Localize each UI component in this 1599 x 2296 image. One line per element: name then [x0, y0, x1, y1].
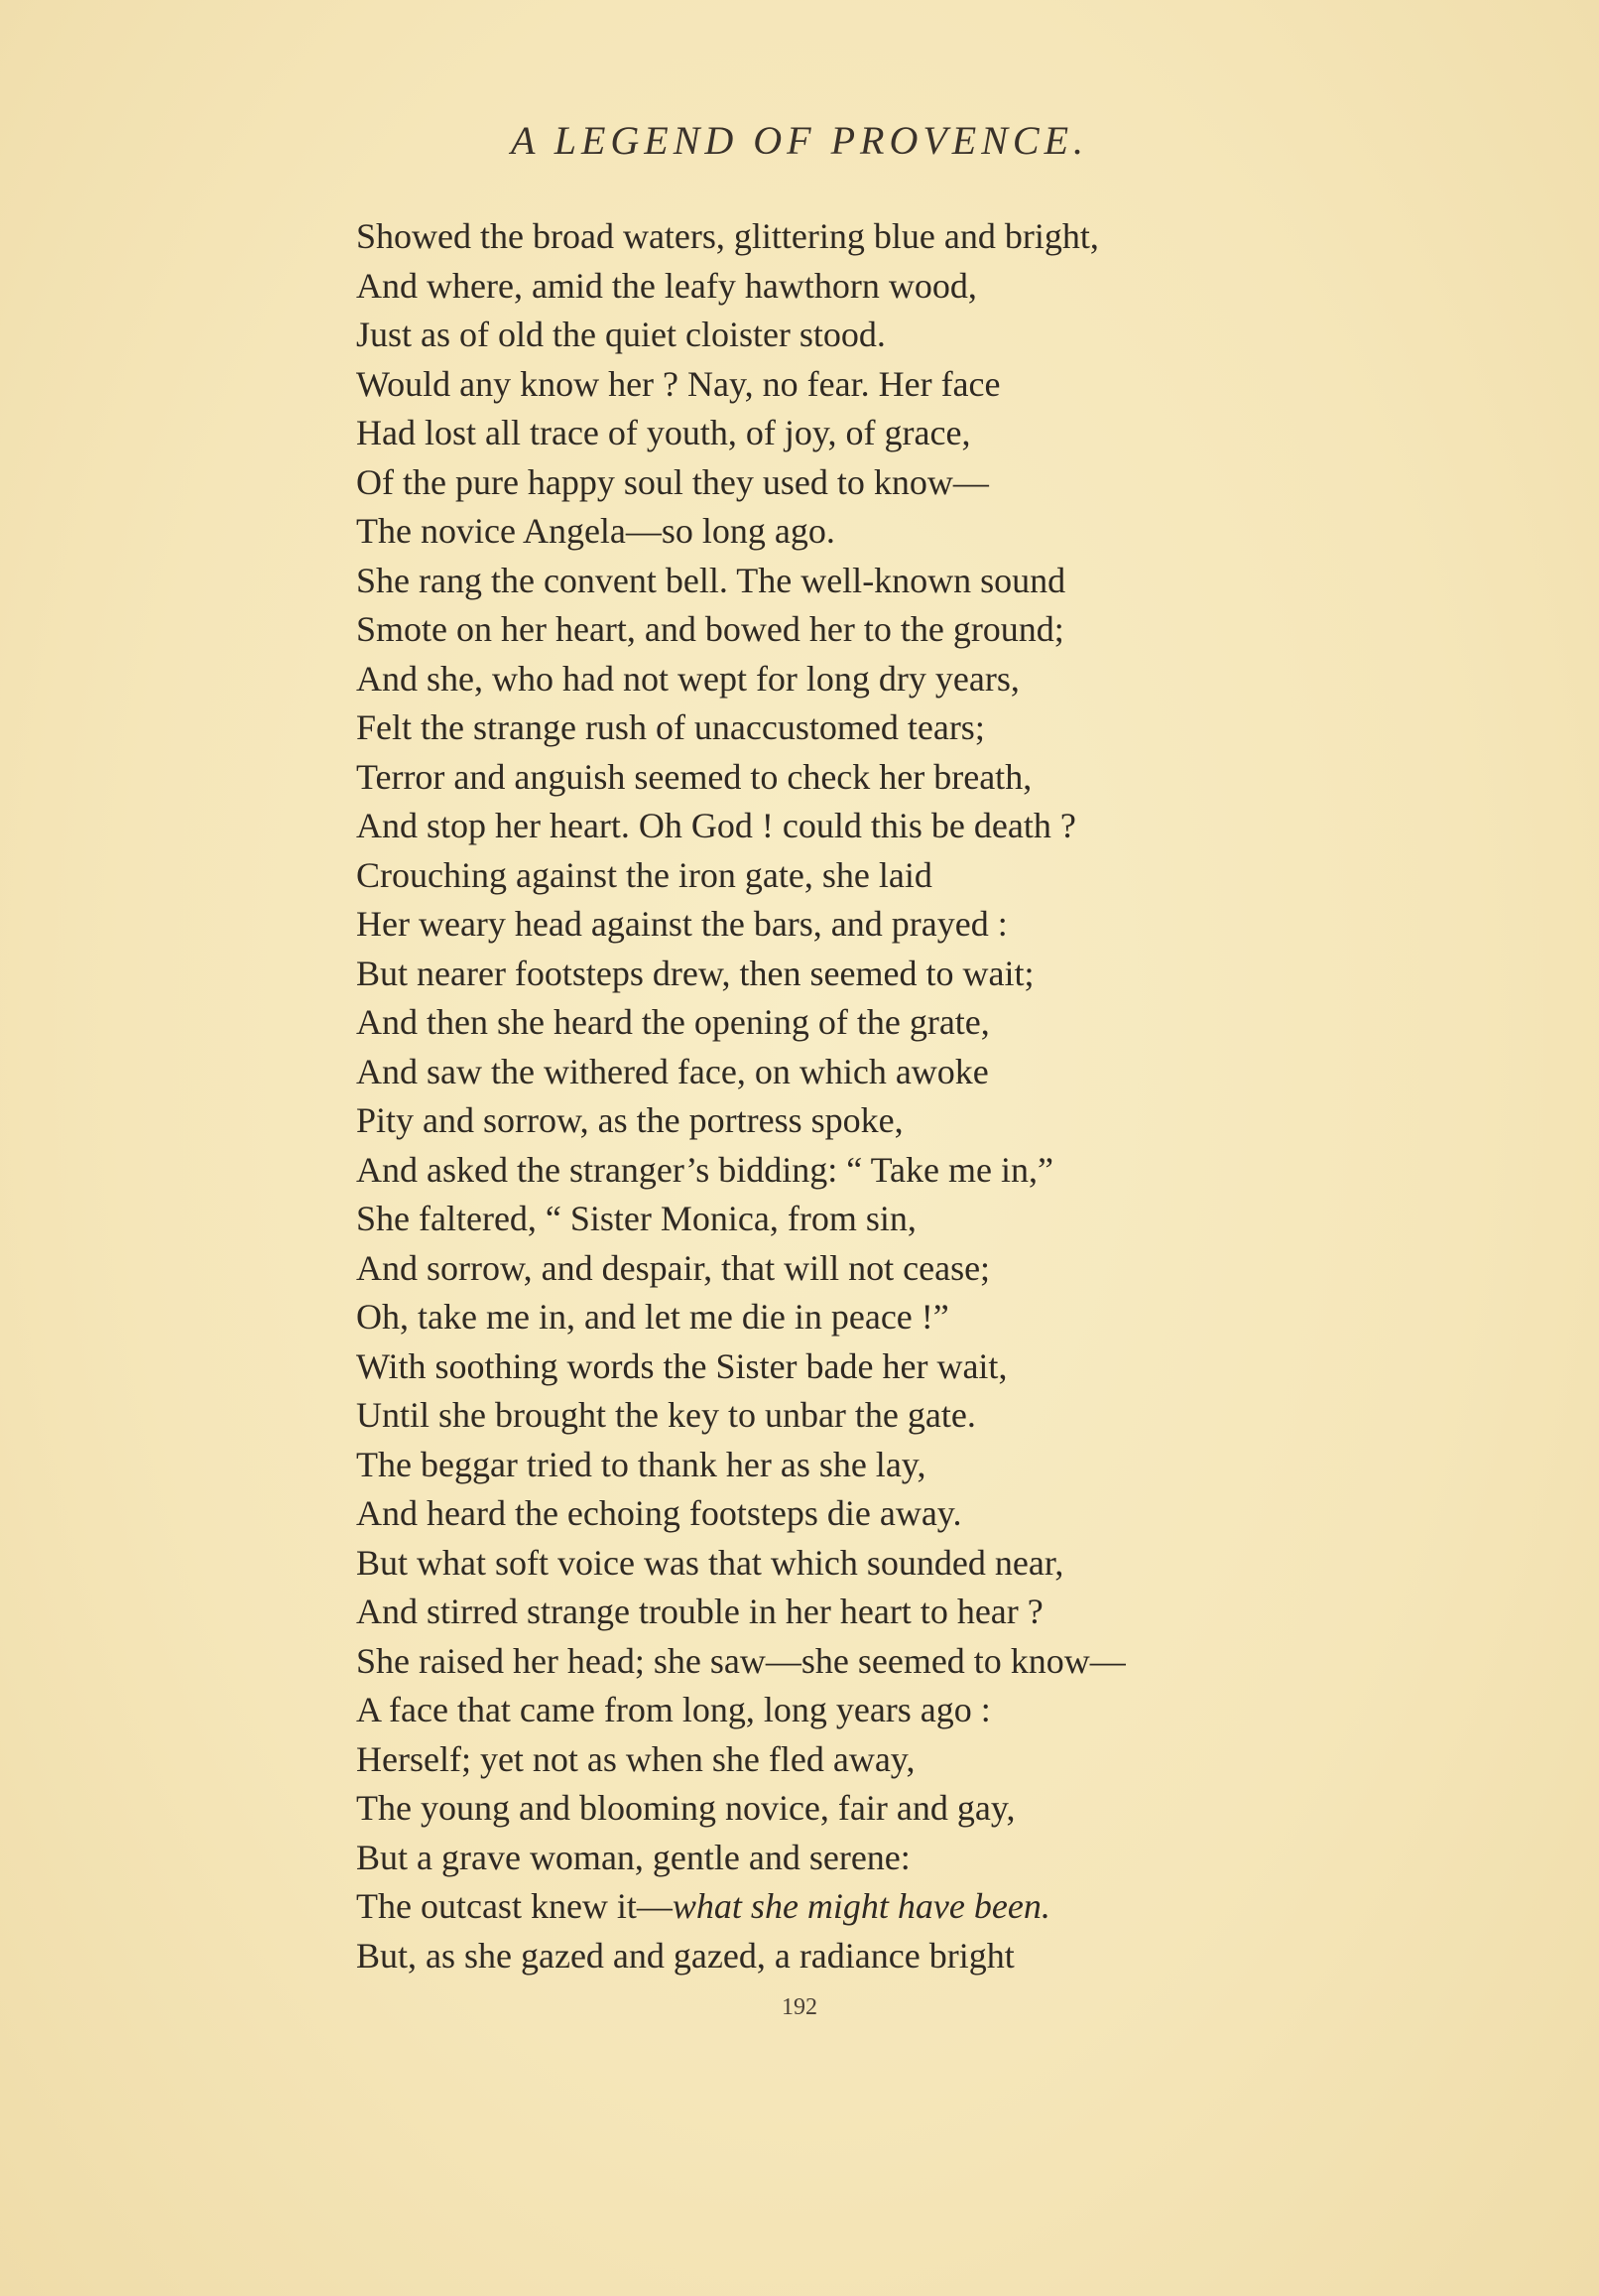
poem-line	[356, 1882, 1348, 1932]
poem-line-text: And she, who had not wept for long dry years,	[356, 658, 1020, 699]
poem-line	[356, 1784, 1348, 1834]
poem-line	[356, 1293, 1348, 1342]
poem-line	[356, 1146, 1348, 1196]
poem-line	[356, 1096, 1348, 1146]
poem-line	[356, 802, 1348, 851]
poem-line-text: A face that came from long, long years ago :	[356, 1690, 991, 1729]
poem-line	[356, 1244, 1348, 1294]
poem-line-text: Felt the strange rush of unaccustomed tears;	[356, 707, 985, 747]
poem-line-text: And then she heard the opening of the grate,	[356, 1002, 990, 1042]
poem-line-text: She faltered, “ Sister Monica, from sin,	[356, 1199, 917, 1238]
poem-line	[356, 998, 1348, 1048]
poem-line	[356, 262, 1348, 312]
poem-line	[356, 1637, 1348, 1687]
poem-line	[356, 753, 1348, 803]
poem-line-text: With soothing words the Sister bade her wait,	[356, 1345, 1008, 1386]
poem-line-text: And asked the stranger’s bidding: “ Take me in,”	[356, 1149, 1053, 1190]
poem-line	[356, 507, 1348, 557]
poem-line	[356, 557, 1348, 606]
poem-line-text: Of the pure happy soul they used to know—	[356, 461, 989, 502]
poem-line	[356, 1342, 1348, 1392]
poem-line-text: And sorrow, and despair, that will not cease;	[356, 1247, 991, 1288]
poem-line	[356, 360, 1348, 410]
poem-line-text: Her weary head against the bars, and prayed :	[356, 904, 1008, 944]
poem-line	[356, 409, 1348, 458]
poem-line-text: And stop her heart. Oh God ! could this be death ?	[356, 806, 1076, 845]
poem-line	[356, 851, 1348, 901]
poem-line-text: The novice Angela—so long ago.	[356, 511, 835, 551]
poem-line	[356, 311, 1348, 360]
poem-line-text: Just as of old the quiet cloister stood.	[356, 315, 886, 354]
poem-line-text: She rang the convent bell. The well-known sound	[356, 560, 1066, 600]
poem-line	[356, 1735, 1348, 1785]
poem-line-text: But a grave woman, gentle and serene:	[356, 1837, 911, 1877]
poem-line	[356, 655, 1348, 704]
poem-line-text: Oh, take me in, and let me die in peace !”	[356, 1297, 949, 1337]
running-head: A LEGEND OF PROVENCE.	[510, 118, 1088, 163]
poem-line-text: The outcast knew it—	[356, 1886, 673, 1926]
poem-line	[356, 212, 1348, 262]
poem-line-text: Had lost all trace of youth, of joy, of grace,	[356, 413, 971, 452]
poem-line	[356, 1588, 1348, 1637]
poem-line-text: The beggar tried to thank her as she lay,	[356, 1444, 926, 1484]
poem-line-text: Terror and anguish seemed to check her breath,	[356, 756, 1033, 797]
poem-line	[356, 1391, 1348, 1441]
poem-line	[356, 1441, 1348, 1490]
poem-line	[356, 1489, 1348, 1539]
poem-line	[356, 458, 1348, 508]
poem-line	[356, 900, 1348, 950]
poem-line-text: Showed the broad waters, glittering blue and bright,	[356, 216, 1099, 256]
poem-line-text: And where, amid the leafy hawthorn wood,	[356, 265, 977, 306]
poem-line	[356, 1834, 1348, 1883]
page-number: 192	[782, 1994, 817, 2020]
poem-line-text: But nearer footsteps drew, then seemed to wait;	[356, 953, 1035, 993]
poem-line	[356, 1539, 1348, 1589]
poem-line-text: But, as she gazed and gazed, a radiance bright	[356, 1935, 1015, 1976]
poem-line-text: She raised her head; she saw—she seemed to know—	[356, 1640, 1126, 1681]
poem-line	[356, 1195, 1348, 1244]
poem-line-text: Smote on her heart, and bowed her to the ground;	[356, 609, 1064, 649]
poem-line	[356, 1048, 1348, 1097]
poem-line	[356, 605, 1348, 655]
poem-line-text: The young and blooming novice, fair and gay,	[356, 1788, 1016, 1828]
poem-line-text: And heard the echoing footsteps die away.	[356, 1493, 962, 1533]
poem-line-text: Pity and sorrow, as the portress spoke,	[356, 1100, 904, 1140]
poem-line-text: Would any know her ? Nay, no fear. Her face	[356, 363, 1001, 404]
poem-line-text: But what soft voice was that which sounded near,	[356, 1542, 1064, 1583]
poem-line	[356, 1932, 1348, 1981]
poem-line	[356, 950, 1348, 999]
poem-line	[356, 703, 1348, 753]
poem-line-text: Herself; yet not as when she fled away,	[356, 1738, 916, 1779]
poem-line	[356, 1686, 1348, 1735]
poem-line-text: And stirred strange trouble in her heart to hear ?	[356, 1592, 1044, 1631]
poem-line-text: Crouching against the iron gate, she laid	[356, 854, 932, 895]
poem-line-italic-text: what she might have been.	[672, 1886, 1050, 1926]
poem-line-text: And saw the withered face, on which awoke	[356, 1051, 989, 1091]
poem-line-text: Until she brought the key to unbar the gate.	[356, 1395, 976, 1435]
poem-text	[356, 212, 1348, 1980]
